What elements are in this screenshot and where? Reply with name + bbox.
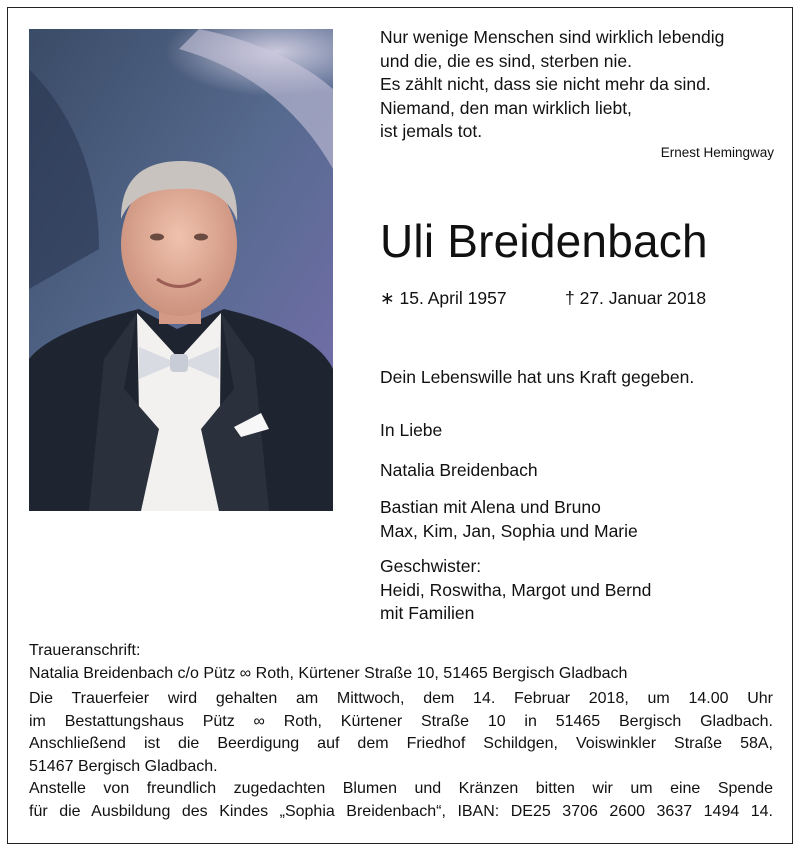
tribute-message: Dein Lebenswille hat uns Kraft gegeben. <box>380 367 695 387</box>
family-line: Bastian mit Alena und Bruno <box>380 497 601 517</box>
quote-line: Es zählt nicht, dass sie nicht mehr da sind. <box>380 74 711 94</box>
address-label: Traueranschrift: <box>29 642 141 659</box>
spouse-name: Natalia Breidenbach <box>380 460 538 480</box>
detail-line: im Bestattungshaus Pütz ∞ Roth, Kürtener Straße 10 in 51465 Bergisch Gladbach. <box>29 712 773 730</box>
detail-line: Anstelle von freundlich zugedachten Blumen und Kränzen bitten wir um eine Spende <box>29 780 773 797</box>
quote-line: und die, die es sind, sterben nie. <box>380 50 632 71</box>
address-text: Natalia Breidenbach c/o Pütz ∞ Roth, Kürtener Straße 10, 51465 Bergisch Gladbach <box>29 664 628 682</box>
portrait-photo <box>29 29 333 511</box>
ceremony-details <box>29 688 773 823</box>
family-line: Heidi, Roswitha, Margot und Bernd <box>380 579 652 600</box>
death-date: † 27. Januar 2018 <box>565 288 707 308</box>
signoff: In Liebe <box>380 420 443 440</box>
detail-line: für die Ausbildung des Kindes „Sophia Breidenbach“, IBAN: DE25 3706 2600 3637 1494 14. <box>29 802 773 820</box>
siblings-list <box>380 555 651 626</box>
hemingway-quote <box>380 26 775 144</box>
quote-line: ist jemals tot. <box>380 121 483 141</box>
quote-line: Nur wenige Menschen sind wirklich lebendig <box>380 27 725 47</box>
children-list <box>380 496 638 543</box>
siblings-label: Geschwister: <box>380 556 482 576</box>
family-line: Max, Kim, Jan, Sophia und Marie <box>380 520 638 541</box>
address-section <box>29 640 773 685</box>
family-line: mit Familien <box>380 603 475 623</box>
quote-author: Ernest Hemingway <box>660 145 774 160</box>
detail-line: Die Trauerfeier wird gehalten am Mittwoch, dem 14. Februar 2018, um 14.00 Uhr <box>29 690 773 707</box>
birth-date: ∗ 15. April 1957 <box>380 288 507 308</box>
quote-line: Niemand, den man wirklich liebt, <box>380 97 632 118</box>
deceased-name: Uli Breidenbach <box>380 215 708 267</box>
detail-line: Anschließend ist die Beerdigung auf dem Friedhof Schildgen, Voiswinkler Straße 58A, <box>29 735 773 752</box>
detail-line: 51467 Bergisch Gladbach. <box>29 757 218 775</box>
